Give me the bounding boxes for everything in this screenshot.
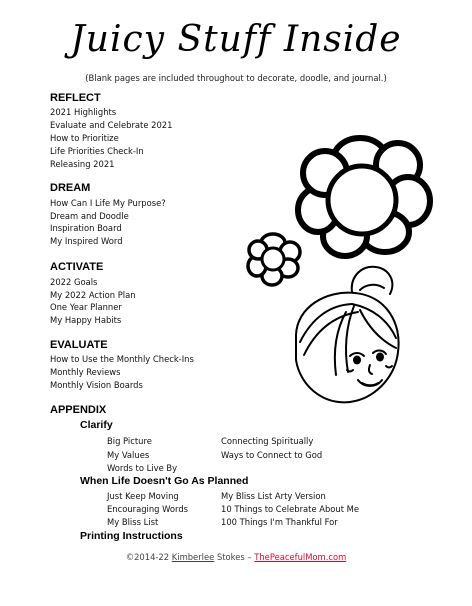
appendix-item: Big Picture: [107, 436, 152, 446]
section-heading-appendix: APPENDIX: [50, 404, 107, 416]
toc-item: My Inspired Word: [50, 236, 123, 246]
appendix-item: Ways to Connect to God: [221, 450, 323, 460]
appendix-printing-heading: Printing Instructions: [80, 530, 183, 542]
toc-item: How to Use the Monthly Check-Ins: [50, 354, 194, 364]
section-heading-reflect: REFLECT: [50, 92, 101, 104]
appendix-item: 100 Things I'm Thankful For: [221, 517, 338, 527]
appendix-when-life-heading: When Life Doesn't Go As Planned: [80, 475, 249, 487]
toc-item: One Year Planner: [50, 302, 122, 312]
footer-middle: Stokes –: [214, 552, 255, 562]
footer-site-link[interactable]: ThePeacefulMom.com: [254, 552, 347, 562]
toc-item: Evaluate and Celebrate 2021: [50, 120, 173, 130]
toc-item: Inspiration Board: [50, 223, 122, 233]
appendix-item: Encouraging Words: [107, 504, 189, 514]
toc-item: 2021 Highlights: [50, 107, 117, 117]
appendix-item: Just Keep Moving: [107, 491, 179, 501]
toc-item: Releasing 2021: [50, 159, 115, 169]
toc-item: Monthly Reviews: [50, 367, 121, 377]
page-subtitle: (Blank pages are included throughout to decorate, doodle, and journal.): [85, 73, 387, 83]
toc-item: Life Priorities Check-In: [50, 146, 144, 156]
appendix-item: 10 Things to Celebrate About Me: [221, 504, 360, 514]
appendix-item: My Values: [107, 450, 150, 460]
appendix-item: Words to Live By: [107, 463, 178, 473]
appendix-clarify-heading: Clarify: [80, 419, 113, 431]
appendix-item: Connecting Spiritually: [221, 436, 314, 446]
toc-item: Dream and Doodle: [50, 211, 129, 221]
section-heading-dream: DREAM: [50, 182, 91, 194]
appendix-item: My Bliss List: [107, 517, 159, 527]
page-title: Juicy Stuff Inside: [70, 19, 402, 60]
toc-item: How to Prioritize: [50, 133, 119, 143]
footer-prefix: ©2014-22: [125, 552, 172, 562]
section-heading-activate: ACTIVATE: [50, 261, 104, 273]
toc-item: How Can I Life My Purpose?: [50, 198, 166, 208]
small-flower-doodle-icon: [248, 234, 300, 285]
toc-item: Monthly Vision Boards: [50, 380, 143, 390]
footer-author: Kimberlee: [171, 552, 215, 562]
toc-item: My Happy Habits: [50, 315, 122, 325]
section-heading-evaluate: EVALUATE: [50, 339, 108, 351]
toc-item: 2022 Goals: [50, 277, 98, 287]
appendix-item: My Bliss List Arty Version: [221, 491, 326, 501]
toc-item: My 2022 Action Plan: [50, 290, 136, 300]
large-flower-doodle-icon: [298, 138, 430, 256]
girl-face-doodle-icon: [296, 267, 399, 403]
